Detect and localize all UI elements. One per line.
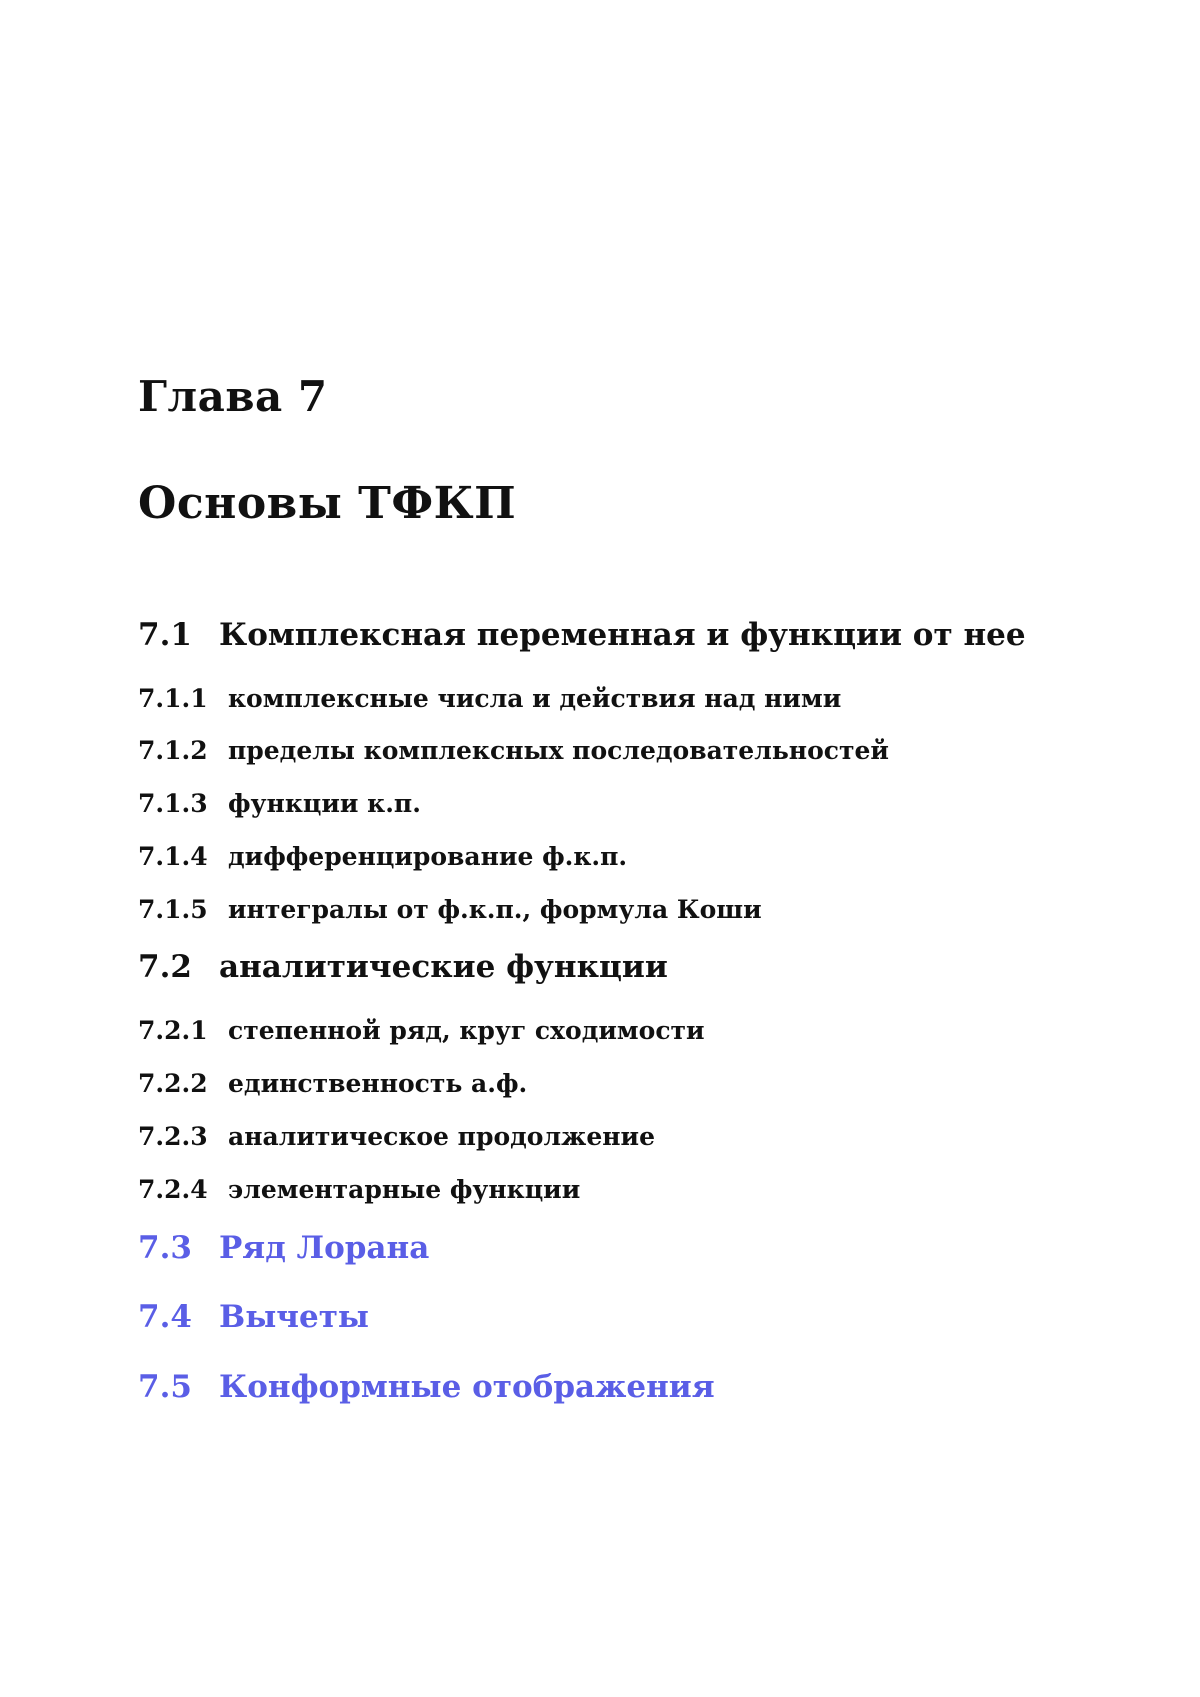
section-number: 7.4 [138, 1299, 192, 1335]
subsection-title: элементарные функции [228, 1175, 581, 1204]
subsection-number: 7.2.4 [138, 1175, 208, 1204]
section-number: 7.5 [138, 1369, 192, 1405]
section-title: Комплексная переменная и функции от нее [219, 617, 1026, 653]
section-number: 7.2 [138, 949, 192, 985]
subsection-number: 7.1.1 [138, 684, 208, 713]
section-title: Ряд Лорана [219, 1230, 430, 1266]
subsection-number: 7.1.4 [138, 842, 208, 871]
subsection-title: интегралы от ф.к.п., формула Коши [228, 895, 762, 924]
chapter-label: Глава 7 [138, 372, 328, 421]
section-number: 7.1 [138, 617, 192, 653]
section-title: Вычеты [219, 1299, 369, 1335]
subsection-title: степенной ряд, круг сходимости [228, 1016, 705, 1045]
subsection-title: единственность а.ф. [228, 1069, 528, 1098]
section-title: аналитические функции [219, 949, 668, 985]
section-title: Конформные отображения [219, 1369, 715, 1405]
subsection-title: комплексные числа и действия над ними [228, 684, 842, 713]
subsection-title: пределы комплексных последовательностей [228, 736, 889, 765]
subsection-title: аналитическое продолжение [228, 1122, 655, 1151]
subsection-title: функции к.п. [228, 789, 421, 818]
subsection-number: 7.1.2 [138, 736, 208, 765]
section-number: 7.3 [138, 1230, 192, 1266]
chapter-title: Основы ТФКП [138, 478, 517, 529]
subsection-title: дифференцирование ф.к.п. [228, 842, 628, 871]
subsection-number: 7.1.3 [138, 789, 208, 818]
subsection-number: 7.2.3 [138, 1122, 208, 1151]
subsection-number: 7.2.1 [138, 1016, 208, 1045]
subsection-number: 7.1.5 [138, 895, 208, 924]
subsection-number: 7.2.2 [138, 1069, 208, 1098]
